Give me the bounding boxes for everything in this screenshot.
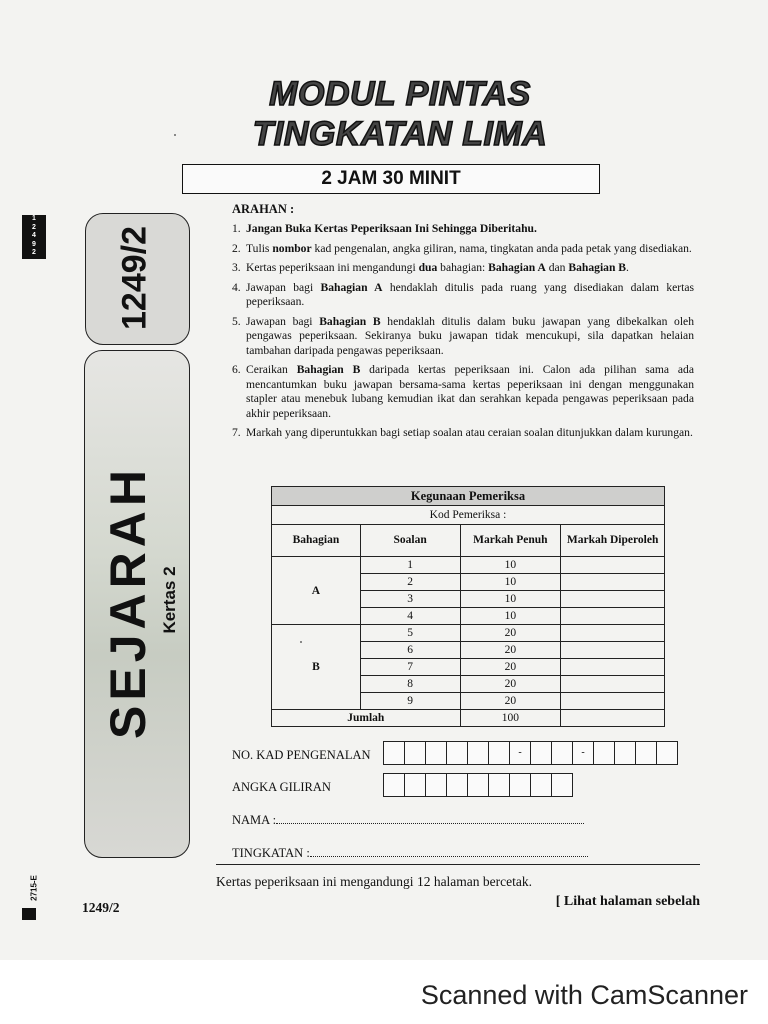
paper-code-bar [22, 215, 46, 259]
markah-diperoleh-cell[interactable] [561, 608, 665, 625]
markah-penuh-cell: 10 [460, 608, 561, 625]
instruction-item [232, 222, 694, 237]
ic-digit-box[interactable] [467, 741, 489, 765]
ic-digit-box[interactable] [656, 741, 678, 765]
instruction-item [232, 281, 694, 310]
ic-digit-box[interactable] [551, 741, 573, 765]
col-header: Bahagian [272, 525, 361, 557]
paper-code-label: 1249/2 [115, 226, 154, 330]
instruction-text: Jawapan bagi Bahagian A hendaklah ditulis pada ruang yang disediakan dalam kertas peperiksaan. [246, 280, 694, 308]
code-digit: 2 [32, 223, 36, 231]
soalan-cell: 6 [360, 642, 460, 659]
col-header: Markah Diperoleh [561, 525, 665, 557]
instructions-list [232, 222, 694, 446]
ic-digit-box[interactable] [425, 741, 447, 765]
instruction-item [232, 261, 694, 276]
instruction-text: Jangan Buka Kertas Peperiksaan Ini Sehingga Diberitahu. [246, 222, 537, 235]
ic-label: NO. KAD PENGENALAN [232, 748, 371, 762]
soalan-cell: 8 [360, 676, 460, 693]
print-mark: 2715-E [29, 875, 39, 901]
ic-digit-box[interactable] [530, 741, 552, 765]
tingkatan-label: TINGKATAN : [232, 846, 310, 860]
instruction-text: Tulis nombor kad pengenalan, angka giliran, nama, tingkatan anda pada petak yang disediakan. [246, 241, 692, 255]
ic-digit-box[interactable] [593, 741, 615, 765]
ic-digit-box[interactable] [383, 741, 405, 765]
angka-digit-box[interactable] [446, 773, 468, 797]
markah-penuh-cell: 20 [460, 625, 561, 642]
soalan-cell: 9 [360, 693, 460, 710]
markah-diperoleh-cell[interactable] [561, 591, 665, 608]
nama-field[interactable] [276, 813, 584, 824]
angka-digit-box[interactable] [488, 773, 510, 797]
instruction-number: 6. [232, 363, 241, 376]
ic-digit-box[interactable] [404, 741, 426, 765]
ic-separator: - [572, 741, 594, 765]
soalan-cell: 5 [360, 625, 460, 642]
subject-label: SEJARAH [100, 465, 156, 739]
soalan-cell: 2 [360, 574, 460, 591]
instruction-number: 5. [232, 314, 241, 328]
examiner-code: Kod Pemeriksa : [272, 506, 665, 525]
markah-diperoleh-cell[interactable] [561, 625, 665, 642]
ic-digit-box[interactable] [614, 741, 636, 765]
col-header: Markah Penuh [460, 525, 561, 557]
footer-paper-code: 1249/2 [82, 900, 120, 915]
instruction-item [232, 242, 694, 257]
instruction-text: Markah yang diperuntukkan bagi setiap soalan atau ceraian soalan ditunjukkan dalam kurungan. [246, 426, 693, 439]
ic-digit-box[interactable] [635, 741, 657, 765]
scanner-watermark: Scanned with CamScanner [420, 980, 748, 1010]
ic-digit-box[interactable] [446, 741, 468, 765]
instruction-number: 1. [232, 222, 241, 235]
markah-diperoleh-cell[interactable] [561, 642, 665, 659]
instruction-item [232, 426, 694, 441]
instruction-text: Kertas peperiksaan ini mengandungi dua bahagian: Bahagian A dan Bahagian B. [246, 261, 629, 274]
angka-digit-box[interactable] [530, 773, 552, 797]
code-digit: 2 [32, 249, 36, 256]
markah-penuh-cell: 10 [460, 574, 561, 591]
section-b-label: B [272, 625, 361, 710]
markah-diperoleh-cell[interactable] [561, 574, 665, 591]
code-digit: 4 [32, 232, 36, 239]
instructions-heading: ARAHAN : [232, 202, 295, 216]
soalan-cell: 7 [360, 659, 460, 676]
angka-digit-box[interactable] [425, 773, 447, 797]
instruction-number: 7. [232, 426, 241, 439]
col-header: Soalan [360, 525, 460, 557]
markah-penuh-cell: 20 [460, 676, 561, 693]
total-label: Jumlah [272, 710, 461, 727]
angka-boxes[interactable] [383, 773, 572, 797]
section-a-label: A [272, 557, 361, 625]
instruction-number: 3. [232, 261, 241, 274]
instruction-number: 2. [232, 241, 241, 255]
total-value: 100 [460, 710, 561, 727]
soalan-cell: 4 [360, 608, 460, 625]
registration-block [22, 908, 36, 920]
examiner-table [271, 486, 665, 727]
instruction-text: Jawapan bagi Bahagian B hendaklah ditulis dalam buku jawapan yang dibekalkan oleh pengawas peperiksaan. Sekiranya buku jawapan tidak mencukupi, sila dapatkan helaian tambahan daripada pengawas peperiksaan. [246, 314, 694, 357]
scan-speck [174, 134, 176, 136]
angka-digit-box[interactable] [509, 773, 531, 797]
title-line-2: TINGKATAN LIMA [252, 115, 548, 153]
markah-diperoleh-cell[interactable] [561, 659, 665, 676]
instruction-item [232, 363, 694, 421]
angka-digit-box[interactable] [467, 773, 489, 797]
soalan-cell: 1 [360, 557, 460, 574]
page-count-note: Kertas peperiksaan ini mengandungi 12 halaman bercetak. [216, 874, 533, 889]
angka-digit-box[interactable] [404, 773, 426, 797]
next-page-note: [ Lihat halaman sebelah [555, 894, 700, 909]
markah-penuh-cell: 10 [460, 591, 561, 608]
code-digit: 9 [32, 240, 36, 248]
paper-label: Kertas 2 [160, 566, 179, 634]
ic-digit-box[interactable] [488, 741, 510, 765]
markah-penuh-cell: 20 [460, 642, 561, 659]
nama-label: NAMA : [232, 813, 277, 827]
markah-diperoleh-cell[interactable] [561, 676, 665, 693]
footer-divider [216, 864, 700, 865]
instruction-number: 4. [232, 280, 241, 294]
instruction-text: Ceraikan Bahagian B daripada kertas peperiksaan ini. Calon ada pilihan sama ada mencantumkan buku jawapan bersama-sama kertas peperiksaan ini dengan menggunakan stapler atau menebuk lubang kemudian ikat dan serahkan kepada pengawas peperiksaan pada akhir peperiksaan. [246, 363, 694, 420]
title-line-1: MODUL PINTAS [269, 75, 531, 113]
angka-digit-box[interactable] [551, 773, 573, 797]
duration-box: 2 JAM 30 MINIT [182, 164, 600, 194]
ic-boxes[interactable] [383, 741, 677, 765]
markah-penuh-cell: 20 [460, 693, 561, 710]
soalan-cell: 3 [360, 591, 460, 608]
markah-diperoleh-cell[interactable] [561, 557, 665, 574]
scan-speck [300, 641, 302, 643]
tingkatan-field[interactable] [310, 846, 588, 857]
angka-digit-box[interactable] [383, 773, 405, 797]
markah-penuh-cell: 10 [460, 557, 561, 574]
total-obtained-cell[interactable] [561, 710, 665, 727]
angka-label: ANGKA GILIRAN [232, 780, 331, 794]
table-title: Kegunaan Pemeriksa [272, 487, 665, 506]
markah-penuh-cell: 20 [460, 659, 561, 676]
code-digit: 1 [32, 215, 36, 222]
markah-diperoleh-cell[interactable] [561, 693, 665, 710]
ic-separator: - [509, 741, 531, 765]
instruction-item [232, 315, 694, 359]
